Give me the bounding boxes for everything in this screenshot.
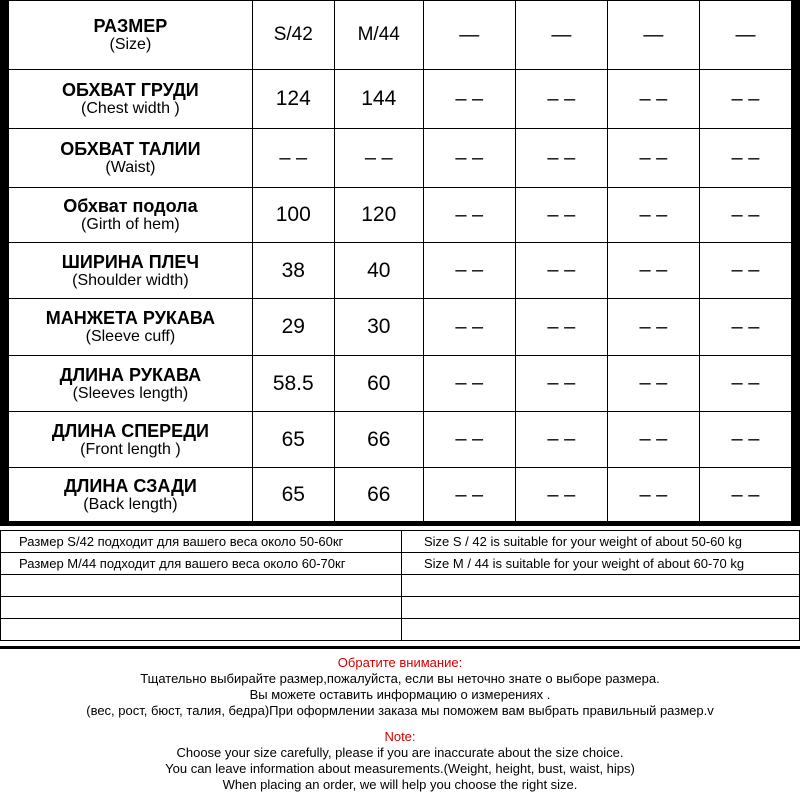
row-label-ru: Обхват подола <box>63 196 198 216</box>
note-en: Size M / 44 is suitable for your weight of about 60-70 kg <box>402 553 800 575</box>
value-cell: – – <box>515 70 607 129</box>
value-cell: – – <box>515 468 607 523</box>
attention-line-en: Choose your size carefully, please if you are inaccurate about the size choice. <box>176 745 624 760</box>
note-en <box>402 597 800 619</box>
row-label-en: (Size) <box>109 36 152 53</box>
value-cell: – – <box>699 129 791 188</box>
table-row <box>9 243 792 299</box>
value-cell: – – <box>334 129 423 188</box>
value-cell: 65 <box>252 468 334 523</box>
value-cell: – – <box>515 129 607 188</box>
value-cell: – – <box>423 188 515 243</box>
value-cell: – – <box>699 412 791 468</box>
size-header-cell: — <box>515 1 607 70</box>
size-header-cell: S/42 <box>252 1 334 70</box>
value-cell: – – <box>607 188 699 243</box>
note-ru <box>1 575 402 597</box>
value-cell: – – <box>699 243 791 299</box>
size-chart-table <box>8 0 792 523</box>
label-cell <box>9 412 253 468</box>
table-row <box>1 619 800 641</box>
label-cell <box>9 129 253 188</box>
value-cell: 120 <box>334 188 423 243</box>
note-en <box>402 575 800 597</box>
table-row <box>9 356 792 412</box>
row-label-ru: ШИРИНА ПЛЕЧ <box>61 251 199 272</box>
divider <box>0 646 800 649</box>
weight-notes-table <box>0 530 800 641</box>
value-cell: 124 <box>252 70 334 129</box>
size-header-cell: — <box>699 1 791 70</box>
value-cell: – – <box>607 70 699 129</box>
row-label-en: (Sleeves length) <box>72 384 189 402</box>
attention-line-ru: (вес, рост, бюст, талия, бедра)При оформлении заказа мы поможем вам выбрать правильный размер.v <box>86 703 714 718</box>
note-ru <box>1 597 402 619</box>
attention-line-en: When placing an order, we will help you choose the right size. <box>222 777 578 792</box>
note-ru: Размер S/42 подходит для вашего веса около 50-60кг <box>1 531 402 553</box>
value-cell: 30 <box>334 299 423 356</box>
label-cell <box>9 468 253 523</box>
row-label-ru: РАЗМЕР <box>93 16 168 36</box>
label-cell <box>9 356 253 412</box>
size-header-cell: M/44 <box>334 1 423 70</box>
value-cell: – – <box>423 299 515 356</box>
label-cell <box>9 188 253 243</box>
value-cell: – – <box>607 356 699 412</box>
table-row <box>9 412 792 468</box>
attention-title-en: Note: <box>384 729 416 744</box>
value-cell: – – <box>607 468 699 523</box>
note-ru <box>1 619 402 641</box>
table-row-header <box>9 1 792 70</box>
table-row <box>9 468 792 523</box>
label-cell <box>9 299 253 356</box>
note-en <box>402 619 800 641</box>
value-cell: – – <box>607 129 699 188</box>
value-cell: – – <box>607 243 699 299</box>
value-cell: 66 <box>334 468 423 523</box>
value-cell: – – <box>607 299 699 356</box>
row-label-ru: МАНЖЕТА РУКАВА <box>45 308 215 328</box>
value-cell: – – <box>699 356 791 412</box>
size-header-cell: — <box>423 1 515 70</box>
value-cell: – – <box>607 412 699 468</box>
attention-line-en: You can leave information about measurements.(Weight, height, bust, waist, hips) <box>165 761 635 776</box>
value-cell: 29 <box>252 299 334 356</box>
value-cell: 38 <box>252 243 334 299</box>
value-cell: – – <box>699 70 791 129</box>
table-row <box>1 575 800 597</box>
value-cell: – – <box>423 356 515 412</box>
row-label-en: (Girth of hem) <box>81 216 180 233</box>
attention-ru-block <box>0 655 800 719</box>
table-row <box>1 597 800 619</box>
attention-title-ru: Обратите внимание: <box>337 655 463 670</box>
value-cell: – – <box>423 70 515 129</box>
label-cell <box>9 70 253 129</box>
attention-line-ru: Тщательно выбирайте размер,пожалуйста, если вы неточно знате о выборе размера. <box>140 671 660 686</box>
value-cell: – – <box>423 129 515 188</box>
row-label-en: (Sleeve cuff) <box>85 328 176 345</box>
value-cell: 65 <box>252 412 334 468</box>
row-label-ru: ДЛИНА РУКАВА <box>59 364 202 385</box>
value-cell: – – <box>515 243 607 299</box>
note-ru: Размер M/44 подходит для вашего веса около 60-70кг <box>1 553 402 575</box>
value-cell: 40 <box>334 243 423 299</box>
value-cell: – – <box>423 243 515 299</box>
row-label-ru: ДЛИНА СЗАДИ <box>63 476 197 496</box>
row-label-ru: ДЛИНА СПЕРЕДИ <box>51 420 209 441</box>
row-label-ru: ОБХВАТ ГРУДИ <box>62 80 199 100</box>
value-cell: – – <box>515 299 607 356</box>
value-cell: 60 <box>334 356 423 412</box>
note-en: Size S / 42 is suitable for your weight of about 50-60 kg <box>402 531 800 553</box>
value-cell: – – <box>515 356 607 412</box>
table-row <box>9 299 792 356</box>
row-label-ru: ОБХВАТ ТАЛИИ <box>60 139 201 159</box>
row-label-en: (Shoulder width) <box>72 271 189 289</box>
value-cell: – – <box>252 129 334 188</box>
label-cell <box>9 243 253 299</box>
value-cell: – – <box>699 299 791 356</box>
value-cell: 100 <box>252 188 334 243</box>
value-cell: – – <box>423 412 515 468</box>
row-label-en: (Waist) <box>105 159 156 176</box>
row-label-en: (Chest width ) <box>81 100 180 117</box>
attention-en-block <box>0 729 800 793</box>
table-row <box>1 553 800 575</box>
value-cell: – – <box>515 188 607 243</box>
value-cell: 66 <box>334 412 423 468</box>
label-cell <box>9 1 253 70</box>
row-label-en: (Back length) <box>83 496 178 513</box>
value-cell: – – <box>699 188 791 243</box>
table-row <box>9 70 792 129</box>
size-header-cell: — <box>607 1 699 70</box>
attention-line-ru: Вы можете оставить информацию о измерениях . <box>249 687 551 702</box>
table-row <box>1 531 800 553</box>
value-cell: – – <box>699 468 791 523</box>
table-row <box>9 188 792 243</box>
value-cell: – – <box>515 412 607 468</box>
value-cell: 58.5 <box>252 356 334 412</box>
table-row <box>9 129 792 188</box>
value-cell: – – <box>423 468 515 523</box>
row-label-en: (Front length ) <box>80 440 181 458</box>
value-cell: 144 <box>334 70 423 129</box>
